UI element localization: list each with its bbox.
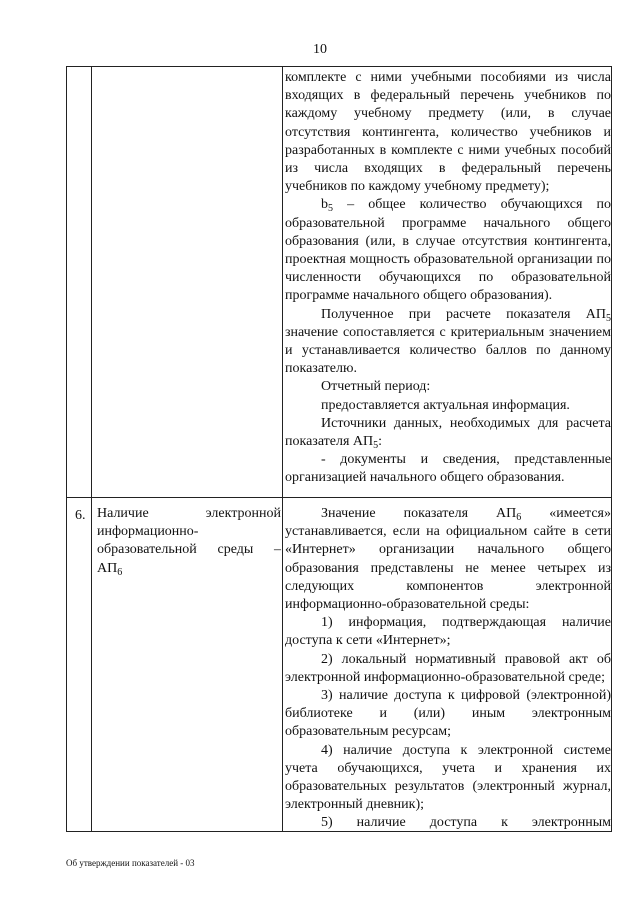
paragraph: комплекте с ними учебными пособиями из числа входящих в федеральный перечень учебников по каждому учебному предмету (или, в случае отсутствия контингента, количество учебников и разработанных в комплекте с ними учебных пособий из числа входящих в федеральный перечень учебников по каждому учебному предмету); [285,70,611,195]
paragraph: Отчетный период: [321,379,431,395]
row-6-description [285,505,611,833]
row-5-description [285,69,611,488]
name-prefix: АП [97,560,118,576]
paragraph [285,505,611,614]
name-line [97,560,281,578]
paragraph: предоставляется актуальная информация. [321,397,570,413]
row-6-name [97,505,281,578]
variable-b: b [321,197,328,213]
paragraph-text: Значение показателя АП [321,506,517,521]
paragraph-text: Источники данных, необходимых для расчета показателя АП [285,415,611,450]
paragraph: - документы и сведения, представленные организацией начального общего образования. [285,452,611,486]
list-item: 2) локальный нормативный правовой акт об электронной информационно-образовательной среде; [285,651,611,685]
subscript: 5 [328,203,333,215]
paragraph-text: – общее количество обучающихся по образовательной программе начального общего образования (или, в случае отсутствия контингента, проектная мощность образовательной организации по численности обучающихся по образовательной программе начального общего образования). [285,197,612,304]
paragraph-text: значение сопоставляется с критериальным значением и устанавливается количество баллов по данному показателю. [285,324,611,377]
column-divider [91,67,92,831]
list-item: 4) наличие доступа к электронной системе учета обучающихся, учета и хранения их образовательных результатов (электронный журнал, электронный дневник); [285,742,611,813]
list-item: 1) информация, подтверждающая наличие доступа к сети «Интернет»; [285,615,611,649]
name-line: информационно- [97,524,199,540]
paragraph-text: : [378,434,383,450]
name-line: Наличие электронной [97,506,281,521]
list-item: 5) наличие доступа к электронным [321,815,611,831]
indicator-table [66,66,612,832]
subscript: 5 [606,312,611,324]
footer-text: Об утверждении показателей - 03 [66,858,195,868]
subscript: 6 [117,566,123,578]
paragraph-text: «имеется» устанавливается, если на официальном сайте в сети «Интернет» организации начального общего образования представлены не менее четырех из следующих компонентов электронной информационно-образовательной среды: [285,506,611,613]
row-number: 6. [75,508,86,523]
paragraph-text: Полученное при расчете показателя АП [321,306,606,322]
paragraph [285,415,611,451]
row-divider [67,497,611,498]
list-item: 3) наличие доступа к цифровой (электронной) библиотеке и (или) иным электронным образовательным ресурсам; [285,688,611,740]
page-number: 10 [313,42,327,57]
subscript: 5 [373,440,379,452]
name-line: образовательной среды – [97,542,281,558]
subscript: 6 [516,512,522,523]
paragraph [285,306,611,379]
paragraph [285,196,611,305]
column-divider [282,67,283,831]
